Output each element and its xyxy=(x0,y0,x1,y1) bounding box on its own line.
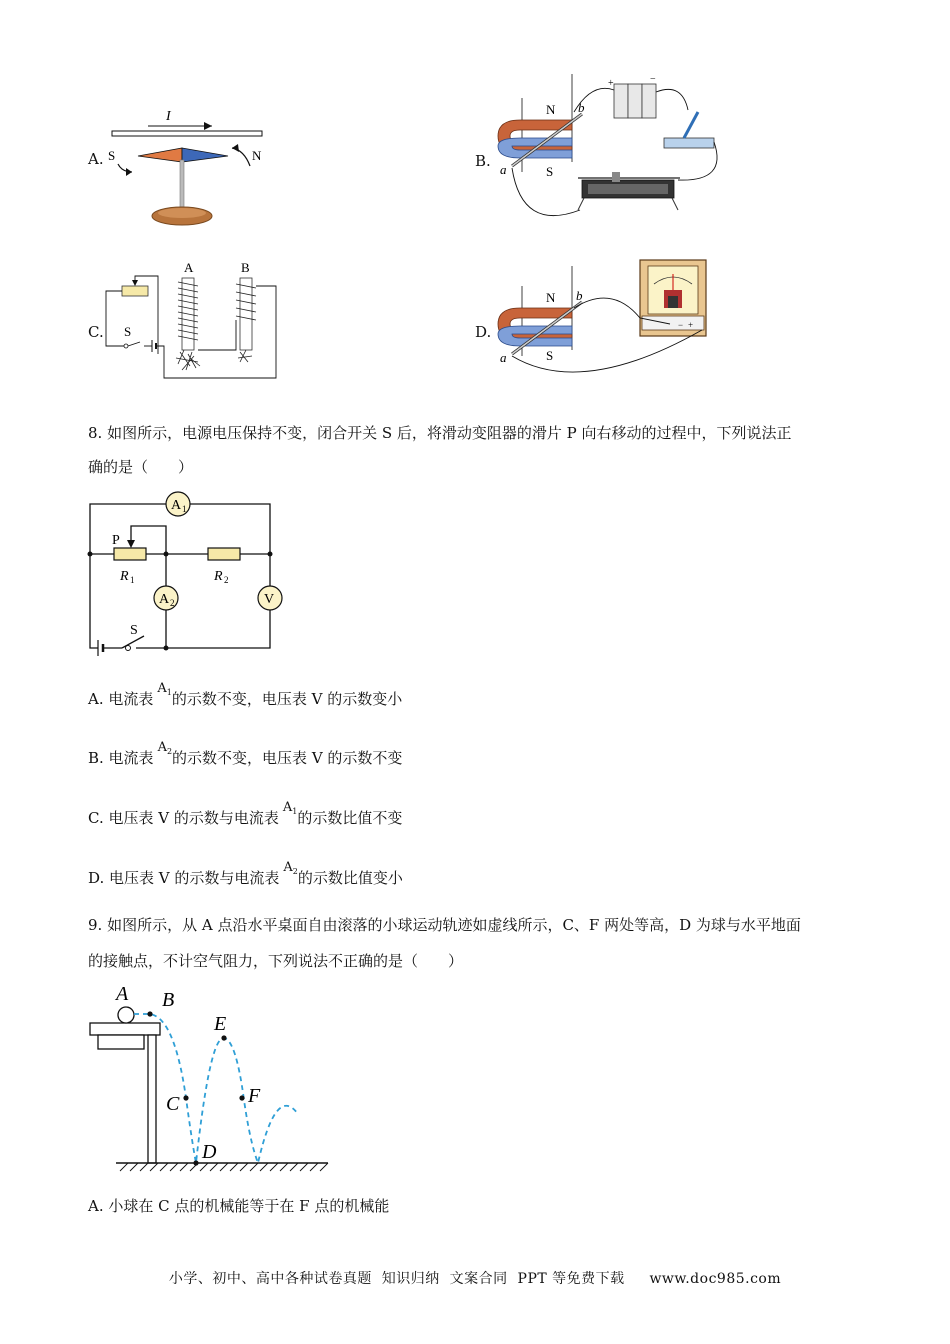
option-label-b: B. xyxy=(475,152,491,170)
point-f-label: F xyxy=(248,1085,261,1107)
voltmeter-label: V xyxy=(264,592,275,607)
conductor-a-label: a xyxy=(500,162,507,177)
magnet-n-label: N xyxy=(546,102,556,117)
magnet-d-n-label: N xyxy=(546,290,556,305)
galvanometer-icon xyxy=(640,260,706,336)
q9-stem-line2: 的接触点，不计空气阻力，下列说法不正确的是（ ） xyxy=(88,952,464,970)
point-a-label: A xyxy=(116,983,129,1005)
coil-a-label: A xyxy=(184,260,194,275)
conductor-b-label: b xyxy=(578,100,585,115)
q8-option-c[interactable]: C. 电压表 V 的示数与电流表$A^1$的示数比值不变 xyxy=(88,800,403,827)
option-label-d: D. xyxy=(475,323,492,341)
page-footer: 小学、初中、高中各种试卷真题 知识归纳 文案合同 PPT 等免费下载 www.doc985.com xyxy=(168,1271,782,1287)
ball-icon xyxy=(118,1007,134,1023)
ammeter-a2-label: A xyxy=(159,592,170,607)
q8-stem-line2: 确的是（ ） xyxy=(88,458,194,476)
meter-minus-label: − xyxy=(678,320,684,330)
table-icon xyxy=(90,1023,160,1163)
compass-wire-figure xyxy=(100,100,280,235)
conductor-d-b-label: b xyxy=(576,288,583,303)
q9-stem-line1: 9. 如图所示，从 A 点沿水平桌面自由滚落的小球运动轨迹如虚线所示，C、F 两处等高，D 为球与水平地面 xyxy=(88,916,801,934)
q8-stem-line1: 8. 如图所示，电源电压保持不变，闭合开关 S 后，将滑动变阻器的滑片 P 向右移动的过程中，下列说法正 xyxy=(88,424,792,442)
rheostat-icon xyxy=(578,172,680,210)
magnet-s-label: S xyxy=(546,164,554,179)
point-d-label: D xyxy=(202,1141,217,1163)
battery-icon xyxy=(608,74,656,118)
ammeter-a1-label: A xyxy=(171,498,182,513)
ammeter-a1-sub: 1 xyxy=(182,504,187,514)
r2-sub: 2 xyxy=(224,575,229,585)
q8-option-a[interactable]: A. 电流表$A^1$的示数不变，电压表 V 的示数变小 xyxy=(88,681,403,708)
q9-trajectory-diagram xyxy=(86,980,336,1176)
switch-icon xyxy=(664,112,714,148)
r2-label: R xyxy=(214,569,223,584)
electromagnet-figure xyxy=(100,258,290,386)
compass-s-label: S xyxy=(108,148,116,163)
ammeter-a2-sub: 2 xyxy=(170,598,175,608)
coil-b-label: B xyxy=(241,260,250,275)
battery-plus-label: + xyxy=(608,78,614,89)
point-e-label: E xyxy=(214,1013,227,1035)
galvanometer-figure xyxy=(492,258,732,383)
option-label-c: C. xyxy=(88,323,104,341)
switch-s-symbol xyxy=(122,623,144,651)
battery-minus-label: − xyxy=(650,74,656,85)
switch-label: S xyxy=(130,623,138,638)
current-label: I xyxy=(166,109,171,124)
r1-label: R xyxy=(120,569,129,584)
q8-option-d[interactable]: D. 电压表 V 的示数与电流表$A^2$的示数比值变小 xyxy=(88,860,403,887)
q8-circuit-diagram xyxy=(84,488,284,660)
iron-filings-icon xyxy=(176,350,252,370)
point-b-label: B xyxy=(162,989,175,1011)
switch-s-label: S xyxy=(124,324,132,339)
q9-option-a[interactable]: A. 小球在 C 点的机械能等于在 F 点的机械能 xyxy=(88,1197,390,1215)
point-c-label: C xyxy=(166,1093,180,1115)
conductor-d-a-label: a xyxy=(500,350,507,365)
meter-plus-label: + xyxy=(688,320,694,330)
generator-rheostat-figure xyxy=(492,72,732,237)
compass-n-label: N xyxy=(252,148,262,163)
q8-option-b[interactable]: B. 电流表$A^2$的示数不变，电压表 V 的示数不变 xyxy=(88,740,403,767)
slider-p-label: P xyxy=(112,533,120,548)
option-label-a: A. xyxy=(88,150,104,168)
r1-sub: 1 xyxy=(130,575,135,585)
magnet-d-s-label: S xyxy=(546,348,554,363)
battery-symbol xyxy=(98,640,122,656)
